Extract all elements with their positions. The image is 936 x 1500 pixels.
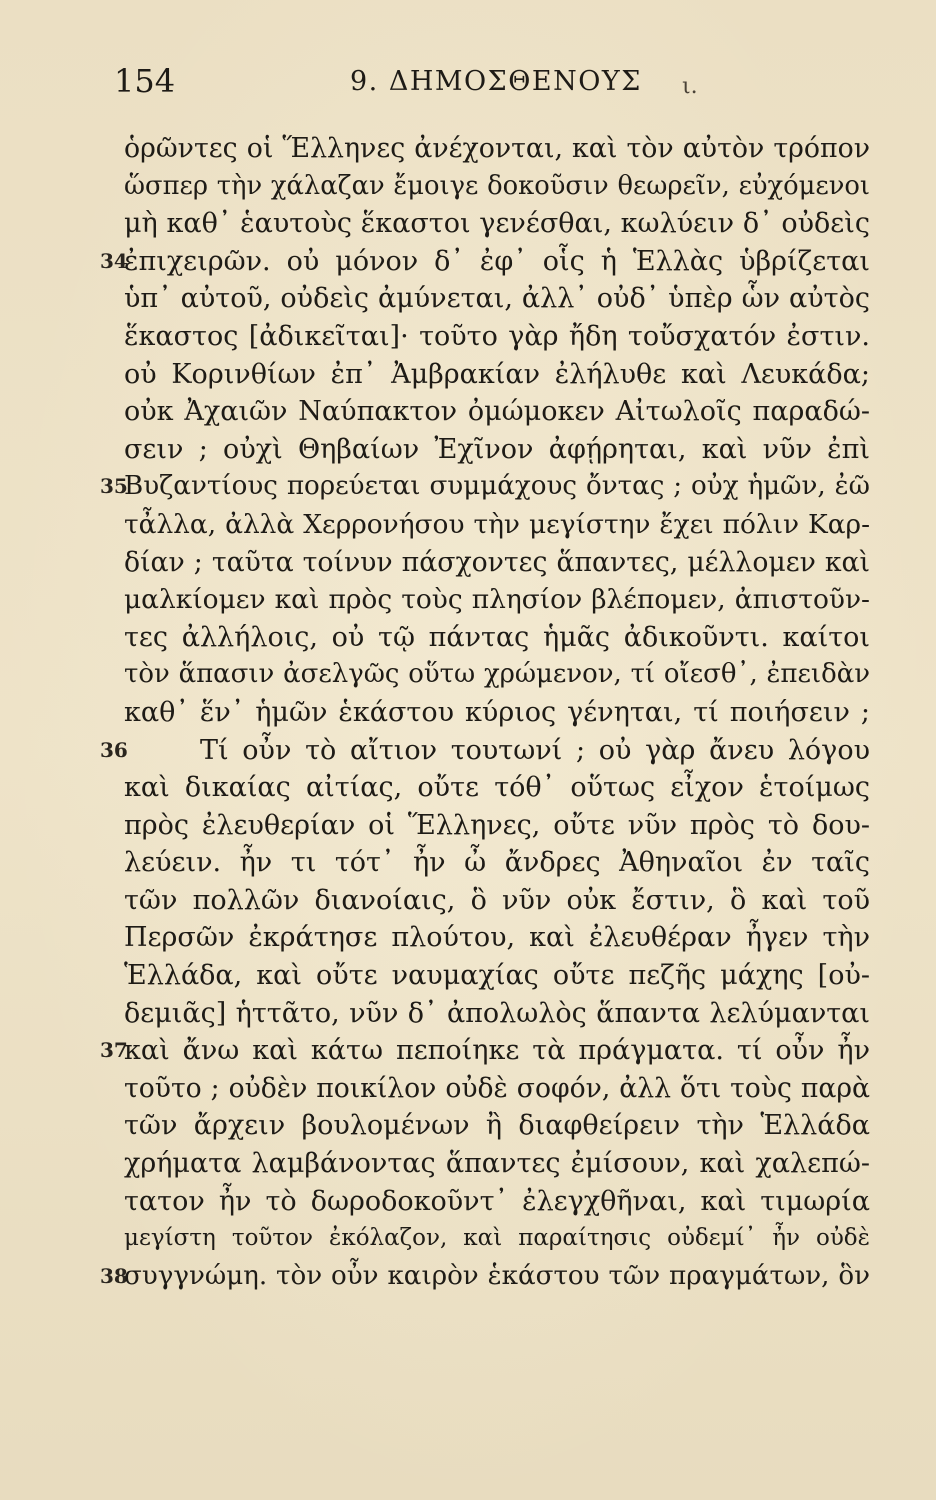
line-text: τατον ἦν τὸ δωροδοκοῦντ᾽ ἐλεγχθῆναι, καὶ τιμωρία [124,1185,870,1217]
line-text: τοῦτο ; οὐδὲν ποικίλον οὐδὲ σοφόν, ἀλλ ὅτι τοὺς παρὰ [124,1072,870,1104]
text-line [0,468,936,506]
section-number: 37 [100,1038,128,1063]
text-line [0,318,936,356]
line-text: τῶν πολλῶν διανοίαις, ὃ νῦν οὐκ ἔστιν, ὃ καὶ τοῦ [124,884,870,916]
page-header [0,62,936,112]
text-line [0,1032,936,1070]
line-text: δίαν ; ταῦτα τοίνυν πάσχοντες ἅπαντες, μέλλομεν καὶ [124,546,870,578]
line-text: οὐκ Ἀχαιῶν Ναύπακτον ὀμώμοκεν Αἰτωλοῖς παραδώ- [124,396,870,428]
line-text: τῶν ἄρχειν βουλομένων ἢ διαφθείρειν τὴν Ἑλλάδα [124,1110,870,1142]
line-text: τες ἀλλήλοις, οὐ τῷ πάντας ἡμᾶς ἀδικοῦντι. καίτοι [124,621,870,653]
page-number: 154 [114,62,176,100]
line-text: μαλκίομεν καὶ πρὸς τοὺς πλησίον βλέπομεν, ἀπιστοῦν- [124,584,870,616]
line-text: μὴ καθ᾽ ἑαυτοὺς ἕκαστοι γενέσθαι, κωλύειν δ᾽ οὐδεὶς [124,208,870,240]
line-text: ὁρῶντες οἱ Ἕλληνες ἀνέχονται, καὶ τὸν αὐτὸν τρόπον [124,133,870,164]
text-line [0,581,936,619]
body-text [0,130,936,1295]
text-line [0,995,936,1033]
line-text: καθ᾽ ἕν᾽ ἡμῶν ἑκάστου κύριος γένηται, τί ποιήσειν ; [124,696,870,728]
text-line [0,1070,936,1108]
text-line [0,506,936,544]
line-text: τὸν ἅπασιν ἀσελγῶς οὕτω χρώμενον, τί οἴεσθ᾽, ἐπειδὰν [124,659,870,690]
line-text: ὑπ᾽ αὐτοῦ, οὐδεὶς ἀμύνεται, ἀλλ᾽ οὐδ᾽ ὑπὲρ ὧν αὐτὸς [124,283,870,315]
text-line [0,844,936,882]
stray-mark: ι. [682,74,698,99]
text-line [0,280,936,318]
text-line [0,882,936,920]
line-text: σειν ; οὐχὶ Θηβαίων Ἐχῖνον ἀφῄρηται, καὶ νῦν ἐπὶ [124,433,870,465]
text-line [0,431,936,469]
line-text: τἆλλα, ἀλλὰ Χερρονήσου τὴν μεγίστην ἔχει πόλιν Καρ- [124,508,870,540]
line-text: οὐ Κορινθίων ἐπ᾽ Ἀμβρακίαν ἐλήλυθε καὶ Λευκάδα; [124,358,870,390]
running-head: 9. ΔΗΜΟΣΘΕΝΟΥΣ [350,66,642,97]
line-text: λεύειν. ἦν τι τότ᾽ ἦν ὦ ἄνδρες Ἀθηναῖοι ἐν ταῖς [124,847,870,879]
line-text: ἕκαστος [ἀδικεῖται]· τοῦτο γὰρ ἤδη τοὔσχατόν ἐστιν. [124,320,870,352]
text-line [0,544,936,582]
text-line [0,356,936,394]
text-line [0,243,936,281]
text-line [0,130,936,168]
text-line [0,168,936,206]
text-line [0,807,936,845]
text-line [0,656,936,694]
line-text: καὶ δικαίας αἰτίας, οὔτε τόθ᾽ οὕτως εἶχον ἑτοίμως [124,772,870,804]
text-line [0,393,936,431]
line-text: Τί οὖν τὸ αἴτιον τουτωνί ; οὐ γὰρ ἄνευ λόγου [200,734,870,766]
section-number: 36 [100,737,128,762]
section-number: 35 [100,474,128,499]
line-text: ἐπιχειρῶν. οὐ μόνον δ᾽ ἐφ᾽ οἷς ἡ Ἑλλὰς ὑβρίζεται [124,245,870,277]
text-line [0,1107,936,1145]
section-number: 38 [100,1263,128,1288]
line-text: Περσῶν ἐκράτησε πλούτου, καὶ ἐλευθέραν ἦγεν τὴν [124,922,870,954]
text-line [0,732,936,770]
text-line [0,619,936,657]
line-text: δεμιᾶς] ἡττᾶτο, νῦν δ᾽ ἀπολωλὸς ἅπαντα λελύμανται [124,997,870,1029]
line-text: πρὸς ἐλευθερίαν οἱ Ἕλληνες, οὔτε νῦν πρὸς τὸ δου- [124,809,870,841]
text-line [0,957,936,995]
text-line [0,205,936,243]
text-line [0,769,936,807]
text-line [0,1258,936,1296]
line-text: καὶ ἄνω καὶ κάτω πεποίηκε τὰ πράγματα. τί οὖν ἦν [124,1035,870,1067]
text-line [0,694,936,732]
text-line [0,919,936,957]
line-text: χρήματα λαμβάνοντας ἅπαντες ἐμίσουν, καὶ χαλεπώ- [124,1148,870,1180]
text-line [0,1145,936,1183]
line-text: ὥσπερ τὴν χάλαζαν ἔμοιγε δοκοῦσιν θεωρεῖν, εὐχόμενοι [124,170,870,201]
text-line [0,1220,936,1258]
line-text: Βυζαντίους πορεύεται συμμάχους ὄντας ; οὐχ ἡμῶν, ἐῶ [124,471,870,502]
line-text: μεγίστη τοῦτον ἐκόλαζον, καὶ παραίτησις οὐδεμί᾽ ἦν οὐδὲ [124,1225,870,1252]
section-number: 34 [100,248,128,273]
line-text: Ἑλλάδα, καὶ οὔτε ναυμαχίας οὔτε πεζῆς μάχης [οὐ- [124,960,870,992]
text-line [0,1183,936,1221]
line-text: συγγνώμη. τὸν οὖν καιρὸν ἑκάστου τῶν πραγμάτων, ὃν [124,1260,870,1291]
